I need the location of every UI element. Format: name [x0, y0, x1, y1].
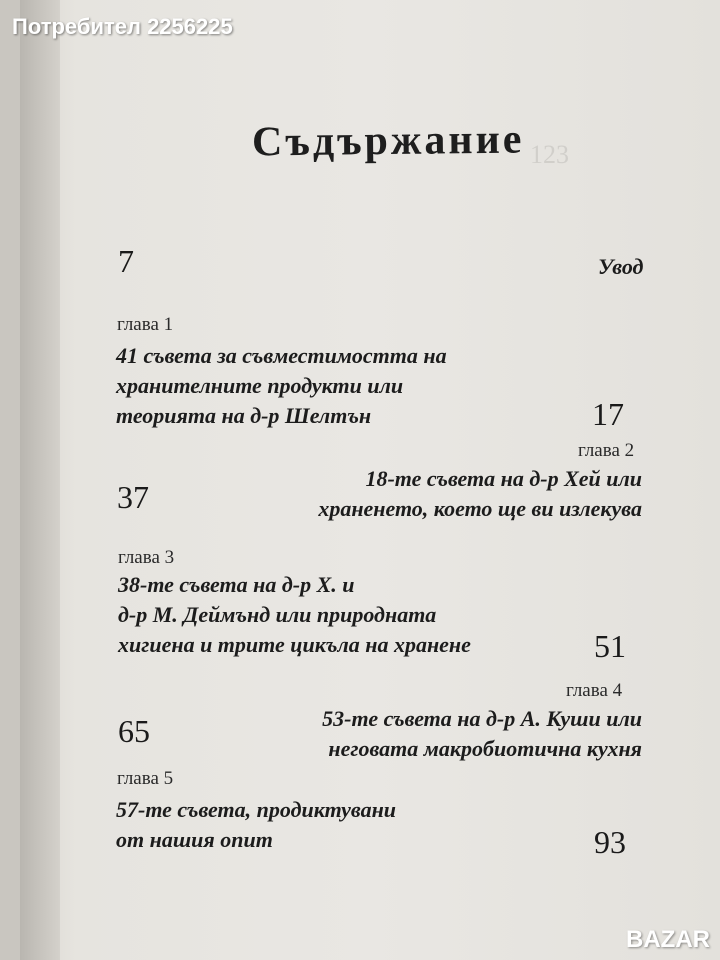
- chapter-2-title: [282, 464, 642, 524]
- bazar-logo: BAZAR: [626, 926, 710, 953]
- chapter-3-label: глава 3: [118, 547, 175, 568]
- chapter-1-title: [116, 341, 447, 431]
- chapter-5-label: глава 5: [117, 768, 174, 789]
- chapter-1-page-number: 17: [592, 396, 624, 432]
- intro-page-number: 7: [118, 243, 134, 279]
- chapter-4-label: глава 4: [566, 680, 623, 701]
- chapter-3-line-3: хигиена и трите цикъла на хранене: [118, 632, 471, 657]
- chapter-4-line-2: неговата макробиотична кухня: [328, 736, 642, 761]
- page-title: Съдържание: [251, 116, 525, 166]
- chapter-2-line-2: храненето, което ще ви излекува: [318, 496, 642, 521]
- chapter-2-page-number: 37: [117, 479, 149, 515]
- chapter-4-line-1: 53-те съвета на д-р А. Куши или: [322, 706, 642, 731]
- chapter-3-line-1: 38-те съвета на д-р Х. и: [118, 572, 355, 597]
- page-gutter: [20, 0, 60, 960]
- chapter-5-line-2: от нашия опит: [116, 827, 273, 852]
- chapter-1-line-1: 41 съвета за съвместимостта на: [116, 343, 447, 368]
- chapter-1-label: глава 1: [117, 314, 174, 335]
- chapter-3-page-number: 51: [594, 628, 626, 664]
- chapter-3-line-2: д-р М. Деймънд или природната: [118, 602, 437, 627]
- chapter-1-line-2: хранителните продукти или: [116, 373, 404, 398]
- book-page: [20, 0, 720, 960]
- user-watermark: Потребител 2256225: [12, 14, 233, 39]
- chapter-2-label: глава 2: [578, 440, 635, 461]
- chapter-2-line-1: 18-те съвета на д-р Хей или: [365, 466, 642, 491]
- chapter-3-title: [118, 570, 471, 660]
- intro-label: Увод: [598, 254, 644, 279]
- chapter-5-title: [116, 795, 396, 855]
- bleed-through: 123: [530, 140, 569, 169]
- chapter-5-page-number: 93: [594, 824, 626, 860]
- chapter-4-page-number: 65: [118, 713, 150, 749]
- chapter-4-title: [242, 704, 642, 764]
- chapter-1-line-3: теорията на д-р Шелтън: [116, 403, 372, 428]
- chapter-5-line-1: 57-те съвета, продиктувани: [116, 797, 397, 822]
